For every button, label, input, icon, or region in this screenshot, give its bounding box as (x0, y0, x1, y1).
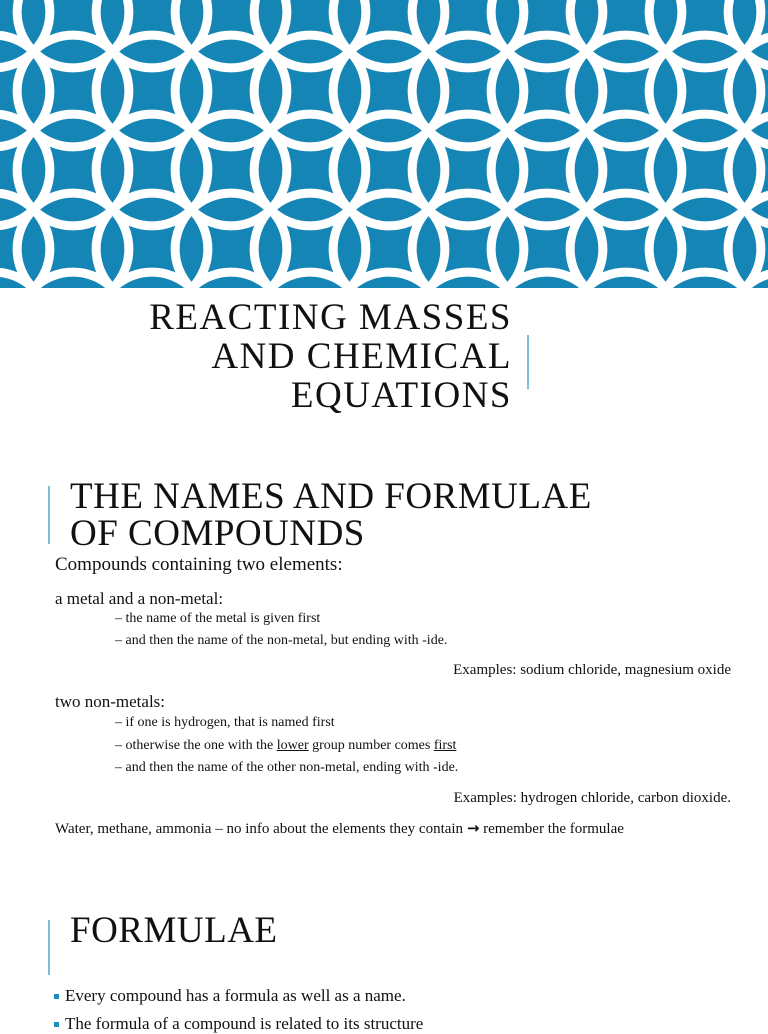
rule-text-part: group number comes (308, 738, 434, 753)
rule-text: – the name of the metal is given first (115, 611, 321, 626)
intro-text: Compounds containing two elements: (55, 554, 343, 575)
heading-accent-bar (48, 486, 50, 544)
rule-text-lower-group (115, 738, 456, 754)
two-nonmetals-heading: two non-metals: (55, 692, 166, 711)
heading-accent-bar (48, 920, 50, 975)
title-accent-bar (527, 335, 529, 389)
footnote-text (55, 819, 624, 838)
decorative-pattern-banner (0, 0, 768, 288)
slide-title-line: AND CHEMICAL (211, 336, 512, 377)
bullet-text: The formula of a compound is related to its structure (65, 1014, 424, 1033)
section-heading-formulae: FORMULAE (70, 910, 278, 951)
circle-lattice-pattern (0, 0, 768, 288)
underlined-word: first (433, 738, 457, 753)
slide-title-line: EQUATIONS (290, 375, 512, 416)
examples-text: Examples: sodium chloride, magnesium oxide (453, 662, 731, 678)
slide-title-line: REACTING MASSES (149, 297, 512, 338)
footnote-part: Water, methane, ammonia – no info about the elements they contain (55, 821, 467, 837)
rule-text: – and then the name of the non-metal, but ending with -ide. (115, 633, 448, 648)
rule-text: – and then the name of the other non-metal, ending with -ide. (115, 760, 459, 775)
bullet-marker (54, 1022, 59, 1027)
rule-text: – if one is hydrogen, that is named first (115, 715, 335, 730)
section-heading-line: THE NAMES AND FORMULAE (70, 476, 592, 517)
rule-text-part: – otherwise the one with the (115, 738, 277, 753)
arrow-right-icon: → (466, 819, 480, 837)
slide-title (60, 298, 512, 415)
section-heading-names (70, 478, 592, 552)
bullet-text: Every compound has a formula as well as a name. (65, 986, 406, 1005)
bullet-marker (54, 994, 59, 999)
metal-nonmetal-heading: a metal and a non-metal: (55, 589, 224, 608)
underlined-word: lower (276, 738, 309, 753)
examples-text: Examples: hydrogen chloride, carbon dioxide. (453, 790, 731, 806)
section-heading-line: OF COMPOUNDS (70, 513, 365, 554)
footnote-part: remember the formulae (479, 821, 624, 837)
